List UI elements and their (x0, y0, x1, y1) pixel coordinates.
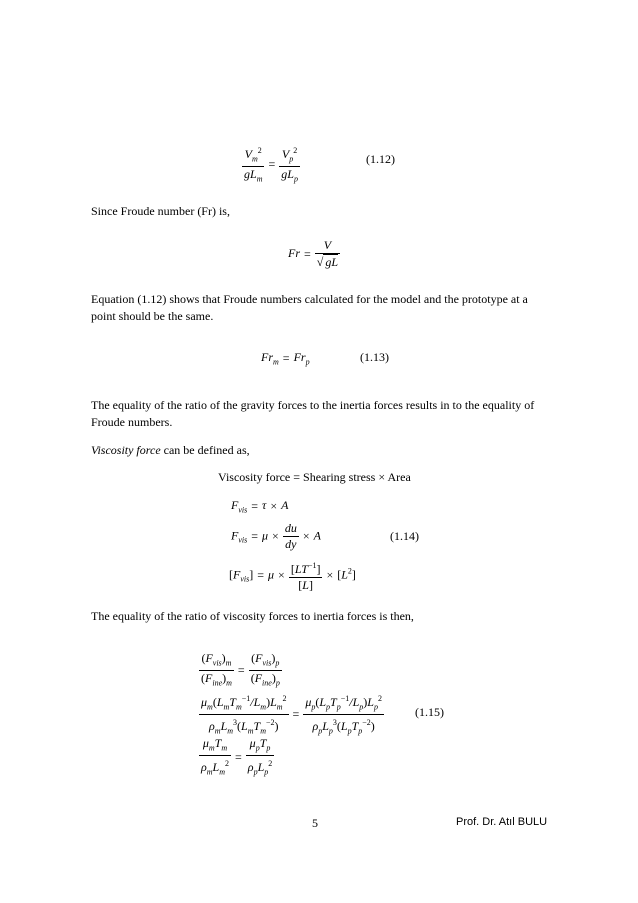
page-number: 5 (312, 816, 318, 830)
equation-1-14-line3: $[F_{vis}] = \mu$ × $\frac{[LT^{-1}]}{[L]}$ × $[L^2]$ (229, 558, 356, 593)
equation-froude-definition: Fr = $\frac{V}{√ gL}$ (288, 238, 339, 269)
equation-1-12: $\frac{V_m^2}{gL_m}$ = $\frac{V_p^2}{gL_p}$ (242, 143, 300, 187)
equation-1-14-line1: $F_{vis} = \tau \times A$ (231, 498, 289, 515)
viscosity-force-term: Viscosity force (91, 443, 161, 457)
equation-1-14-line2: $F_{vis} = \mu$ × $\frac{du}{dy}$ × A (231, 521, 321, 551)
paragraph-equation-shows: Equation (1.12) shows that Froude numbers calculated for the model and the prototype at a point should be the same. (91, 292, 528, 323)
equation-1-13: $Fr_m = Fr_p$ (261, 350, 310, 367)
equation-1-15-line3: $\frac{\mu_mT_m}{\rho_mL_m^2}$ = $\frac{\mu_pT_p}{\rho_pL_p^2}$ (201, 736, 273, 777)
viscosity-force-equation-text: Viscosity force = Shearing stress × Area (218, 470, 411, 484)
equation-number-1-15: (1.15) (415, 705, 444, 719)
equation-1-15-line2: $\frac{\mu_m(L_mT_m^{-1}/L_m)L_m^2}{\rho_mL_m^3(L_mT_m^{-2})}$ = $\frac{\mu_p(L_pT_p^{-1}/L_p)L_p^2}{\rho_pL_p^3(L_pT_p^{-2})}$ (199, 691, 384, 739)
paragraph-equality-viscosity: The equality of the ratio of viscosity forces to inertia forces is then, (91, 609, 414, 623)
viscosity-definition-rest: can be defined as, (160, 443, 250, 457)
paragraph-equality-gravity: The equality of the ratio of the gravity forces to the inertia forces results in to the equality of Froude numbers. (91, 398, 535, 429)
footer-author: Prof. Dr. Atıl BULU (456, 816, 548, 828)
equation-1-15-line1: $\frac{(F_{vis})_m}{(F_{ine})_m}$ = $\frac{(F_{vis})_p}{(F_{ine})_p}$ (201, 651, 280, 688)
equation-number-1-12: (1.12) (366, 152, 395, 166)
paragraph-viscosity-definition (91, 442, 551, 459)
paragraph-froude-intro: Since Froude number (Fr) is, (91, 204, 230, 218)
equation-number-1-14: (1.14) (390, 529, 419, 543)
equation-number-1-13: (1.13) (360, 350, 389, 364)
